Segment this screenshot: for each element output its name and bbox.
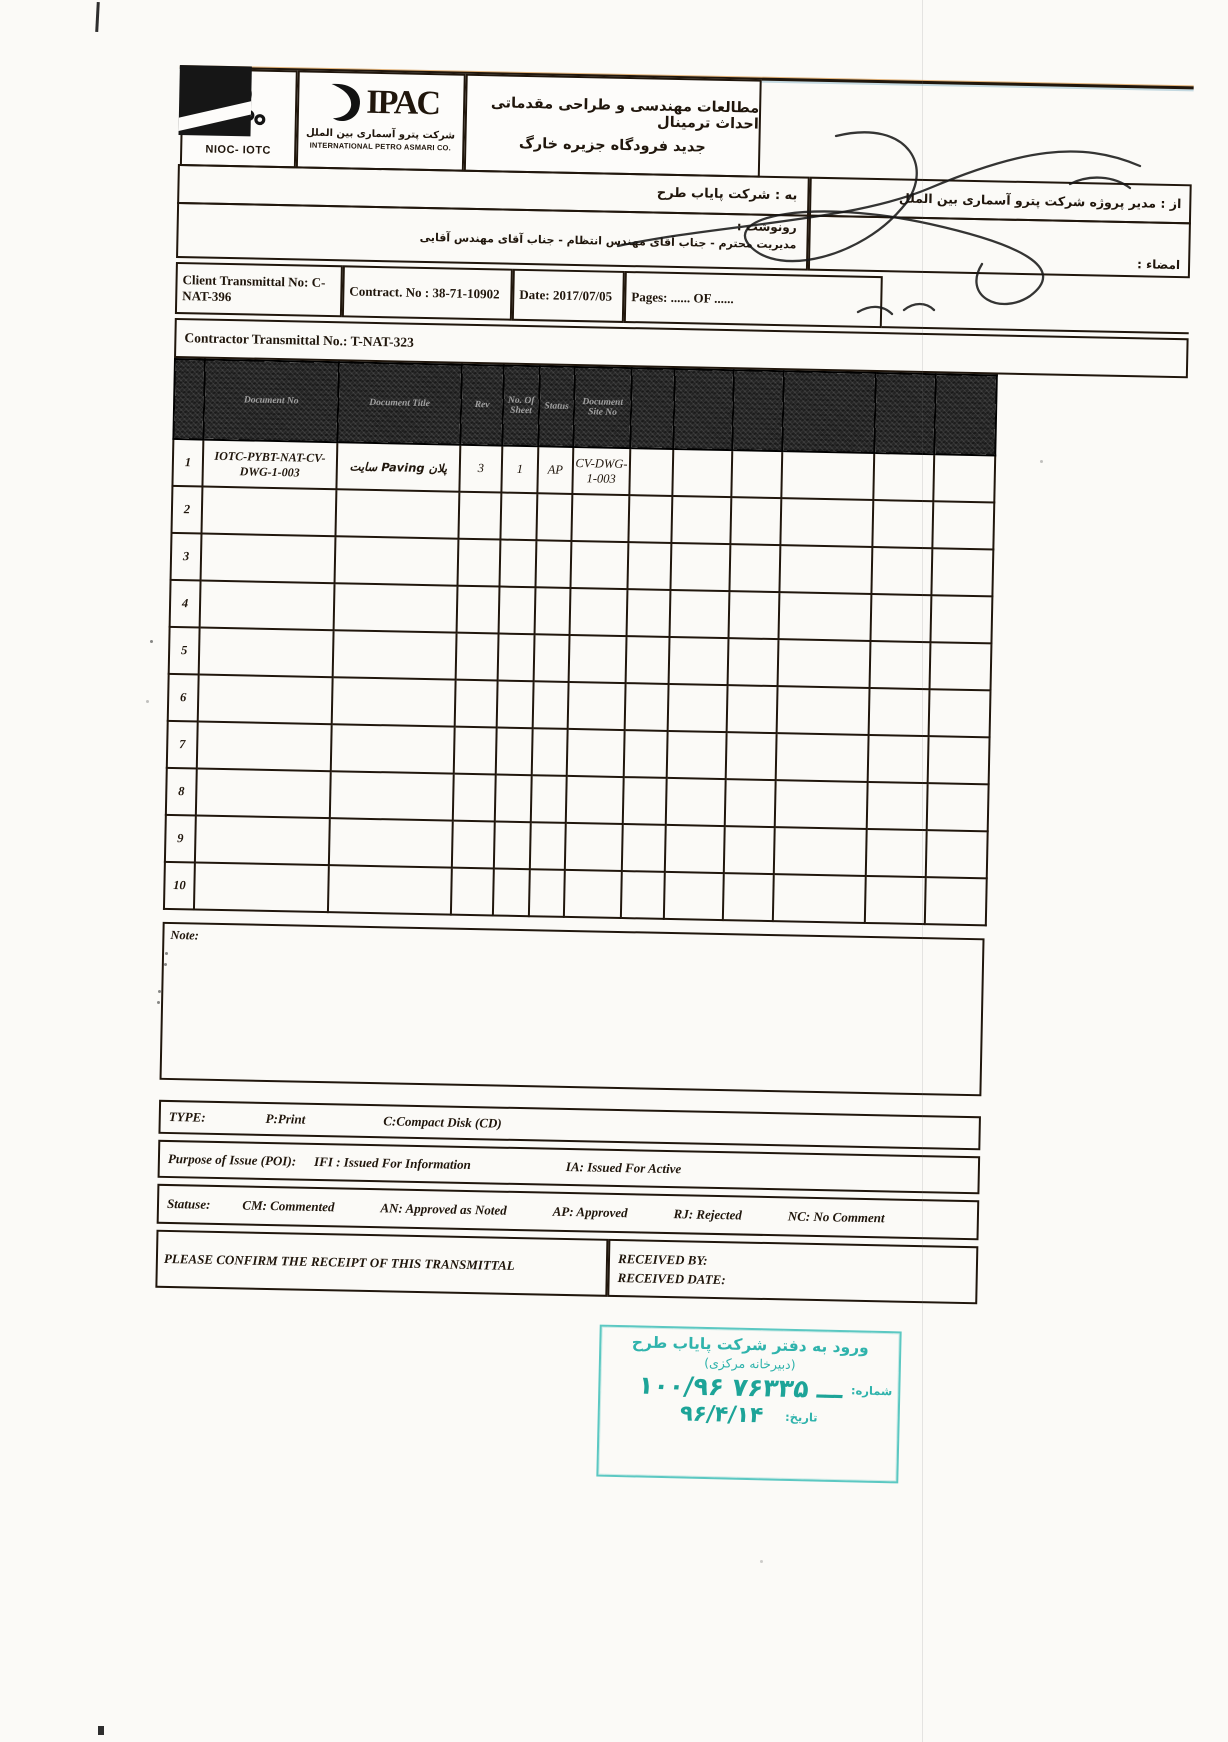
poi-label: Purpose of Issue (POI): — [167, 1150, 297, 1169]
table-cell — [456, 633, 499, 681]
contract-no: Contract. No : 38-71-10902 — [342, 265, 513, 320]
table-cell — [731, 450, 782, 498]
table-cell — [781, 451, 874, 500]
table-cell — [672, 449, 732, 497]
scan-artifact — [98, 1726, 104, 1735]
table-cell — [926, 830, 988, 878]
column-header: No. Of Sheet — [502, 366, 540, 447]
signature-field: امضاء : — [808, 215, 1191, 279]
note-label: Note: — [170, 927, 200, 943]
table-cell — [496, 727, 533, 775]
table-cell — [929, 689, 991, 737]
scan-artifact — [1040, 460, 1043, 463]
table-cell: IOTC-PYBT-NAT-CV-DWG-1-003 — [202, 440, 337, 490]
from-field: از : مدیر پروژه شرکت پترو آسماری بین الملل — [809, 177, 1192, 225]
table-cell — [194, 862, 329, 912]
table-cell — [536, 493, 572, 541]
table-cell — [928, 736, 990, 784]
table-cell — [873, 453, 934, 501]
table-cell — [724, 826, 775, 874]
scan-artifact — [95, 2, 100, 32]
column-header — [782, 371, 876, 453]
column-header: Document No — [203, 360, 339, 443]
table-cell — [332, 677, 456, 726]
table-cell — [335, 489, 459, 538]
table-cell — [729, 591, 780, 639]
received-date-label: RECEIVED DATE: — [617, 1270, 726, 1288]
table-cell — [778, 639, 871, 688]
table-cell: 3 — [171, 533, 202, 581]
status-label: Statuse: — [166, 1195, 211, 1212]
stamp-number-value: ۱۰۰/۹۶ ـــ ۷۶۳۳۵ — [636, 1370, 845, 1405]
table-cell — [629, 448, 673, 496]
received-by-label: RECEIVED BY: — [617, 1250, 708, 1268]
table-cell — [328, 865, 452, 914]
table-cell — [335, 536, 459, 585]
table-cell — [458, 492, 501, 540]
pages-field: Pages: ...... OF ...... — [624, 271, 883, 328]
table-cell — [451, 868, 494, 916]
table-cell — [452, 821, 495, 869]
table-cell — [495, 774, 532, 822]
paper-fold-line — [922, 0, 923, 1742]
empty-cell — [882, 276, 1190, 334]
table-cell — [624, 730, 668, 778]
stamp-number-label: شماره: — [850, 1382, 893, 1398]
table-cell — [628, 495, 672, 543]
table-cell — [774, 827, 867, 876]
table-cell — [872, 500, 933, 548]
legend-item: NC: No Comment — [787, 1208, 885, 1226]
table-cell — [533, 681, 569, 729]
table-cell — [665, 825, 725, 873]
table-cell — [202, 487, 337, 537]
table-cell: AP — [537, 446, 573, 494]
table-cell — [667, 731, 727, 779]
table-cell — [723, 873, 774, 921]
table-cell — [198, 674, 333, 724]
table-cell — [499, 540, 536, 588]
table-cell: 1 — [501, 446, 538, 494]
table-cell — [334, 583, 458, 632]
table-cell: 5 — [169, 627, 200, 675]
table-cell — [500, 493, 537, 541]
table-cell — [664, 872, 724, 920]
column-header: Document Title — [337, 362, 462, 444]
table-cell — [196, 768, 331, 818]
contractor-transmittal-no: Contractor Transmittal No.: T-NAT-323 — [174, 318, 1189, 378]
table-cell — [532, 728, 568, 776]
legend-item: AN: Approved as Noted — [380, 1200, 507, 1218]
table-cell — [869, 688, 930, 736]
table-cell — [199, 628, 334, 678]
table-cell — [779, 545, 872, 594]
table-cell — [565, 823, 623, 871]
project-title — [464, 74, 762, 178]
table-cell — [454, 727, 497, 775]
table-cell — [530, 822, 566, 870]
project-title-line1: مطالعات مهندسی و طراحی مقدماتی احداث ترمینال — [490, 95, 760, 133]
table-cell: 8 — [166, 768, 197, 816]
table-cell — [621, 871, 665, 919]
table-cell — [780, 498, 873, 547]
table-cell — [499, 587, 536, 635]
stamp-title: ورود به دفتر شرکت پایاب طرح — [631, 1333, 870, 1357]
table-cell — [925, 877, 987, 925]
column-header: Document Site No — [573, 367, 632, 448]
table-cell — [871, 547, 932, 595]
receipt-row — [155, 1230, 1170, 1308]
legend-item: CM: Commented — [242, 1197, 335, 1215]
table-cell — [200, 581, 335, 631]
table-cell — [627, 589, 671, 637]
table-cell: 9 — [165, 815, 196, 863]
table-cell — [197, 721, 332, 771]
table-cell — [930, 595, 992, 643]
table-cell — [930, 642, 992, 690]
table-cell — [726, 732, 777, 780]
legend-item: P:Print — [265, 1110, 306, 1127]
table-cell — [778, 592, 871, 641]
nioc-label: NIOC- IOTC — [205, 143, 272, 157]
table-cell — [330, 771, 454, 820]
table-cell — [867, 782, 928, 830]
table-cell — [333, 630, 457, 679]
table-cell: 3 — [459, 445, 502, 493]
table-cell — [453, 774, 496, 822]
table-cell — [564, 870, 622, 918]
table-cell — [497, 680, 534, 728]
column-header — [673, 369, 734, 450]
cc-field — [176, 202, 809, 271]
table-cell — [457, 586, 500, 634]
column-header — [173, 359, 205, 440]
stamp-subtitle: (دبیرخانه مرکزی) — [704, 1354, 796, 1373]
confirm-message: PLEASE CONFIRM THE RECEIPT OF THIS TRANSMITTAL — [155, 1230, 608, 1297]
table-cell — [569, 635, 627, 683]
table-cell — [531, 775, 567, 823]
table-cell — [671, 496, 731, 544]
column-header — [732, 370, 784, 451]
table-cell — [868, 735, 929, 783]
table-cell — [669, 637, 729, 685]
table-cell — [931, 548, 993, 596]
table-cell — [568, 682, 626, 730]
table-cell — [777, 686, 870, 735]
table-cell — [329, 818, 453, 867]
table-cell — [201, 534, 336, 584]
table-cell — [534, 634, 570, 682]
scan-artifact — [150, 640, 153, 643]
table-cell — [455, 680, 498, 728]
table-cell — [195, 815, 330, 865]
scan-artifact — [158, 990, 161, 993]
scan-artifact — [157, 1001, 160, 1004]
table-cell — [927, 783, 989, 831]
ipac-wordmark: IPAC — [366, 83, 440, 123]
scan-artifact — [165, 952, 168, 955]
table-cell — [623, 777, 667, 825]
table-cell — [933, 454, 995, 502]
legend-item: RJ: Rejected — [673, 1206, 743, 1223]
table-cell — [773, 874, 866, 923]
table-cell — [570, 588, 628, 636]
table-cell — [776, 733, 869, 782]
cc-label: رونوشت : — [736, 219, 797, 235]
table-cell — [458, 539, 501, 587]
table-cell — [668, 684, 728, 732]
table-cell — [494, 821, 531, 869]
stamp-date-label: تاریخ: — [784, 1409, 818, 1425]
table-cell — [622, 824, 666, 872]
stamp-date-value: ۹۶/۴/۱۴ — [678, 1401, 765, 1429]
client-transmittal-no: Client Transmittal No: C-NAT-396 — [175, 262, 343, 317]
scan-artifact — [146, 700, 149, 703]
entry-stamp — [596, 1325, 901, 1484]
table-cell — [626, 636, 670, 684]
table-cell: 2 — [172, 486, 203, 534]
project-title-line2: جدید فرودگاه جزیره خارگ — [518, 135, 706, 156]
table-cell: 1 — [172, 439, 203, 487]
table-cell — [866, 829, 927, 877]
table-cell: 7 — [167, 721, 198, 769]
cc-value: مدیریت محترم - جناب آقای مهندس انتظام - جناب آقای مهندس آقایی — [419, 230, 797, 252]
table-cell — [493, 868, 530, 916]
table-cell — [670, 590, 730, 638]
table-cell — [932, 501, 994, 549]
table-cell — [570, 541, 628, 589]
table-cell — [627, 542, 671, 590]
table-cell — [727, 685, 778, 733]
table-cell: 4 — [170, 580, 201, 628]
table-cell — [535, 587, 571, 635]
table-cell — [670, 543, 730, 591]
ipac-logo — [296, 70, 466, 171]
table-cell: پلان Paving سایت — [336, 442, 460, 491]
ipac-drop-icon — [323, 80, 364, 125]
ipac-english-name: INTERNATIONAL PETRO ASMARI CO. — [309, 140, 452, 153]
transmittal-form — [155, 60, 1194, 1315]
column-header — [630, 368, 675, 449]
payabtarh-mark-icon — [178, 65, 251, 136]
table-cell — [728, 638, 779, 686]
table-cell — [775, 780, 868, 829]
note-box — [160, 922, 985, 1096]
table-cell — [730, 497, 781, 545]
column-header — [874, 373, 936, 454]
table-cell — [729, 544, 780, 592]
items-table — [163, 358, 998, 926]
table-cell — [566, 776, 624, 824]
scan-artifact — [164, 963, 167, 966]
date-field: Date: 2017/07/05 — [512, 269, 625, 323]
column-header — [934, 374, 997, 455]
legend-item: AP: Approved — [552, 1203, 628, 1221]
table-cell — [331, 724, 455, 773]
column-header: Rev — [460, 365, 504, 446]
table-cell — [865, 876, 926, 924]
table-cell — [567, 729, 625, 777]
table-cell — [666, 778, 726, 826]
table-cell — [535, 540, 571, 588]
table-cell: 6 — [168, 674, 199, 722]
legend-item: C:Compact Disk (CD) — [383, 1113, 502, 1131]
type-label: TYPE: — [168, 1108, 206, 1125]
to-field: به : شرکت پایاب طرح — [177, 164, 810, 217]
table-cell — [571, 494, 629, 542]
table-cell — [725, 779, 776, 827]
scan-artifact — [760, 1560, 763, 1563]
table-cell — [498, 634, 535, 682]
legend-item: IFI : Issued For Information — [313, 1153, 472, 1173]
table-cell — [529, 869, 565, 917]
table-cell: CV-DWG-1-003 — [572, 447, 630, 495]
legend-item: IA: Issued For Active — [565, 1158, 682, 1177]
column-header: Status — [538, 366, 575, 447]
table-cell: 10 — [164, 862, 195, 910]
ipac-persian-name: شرکت پترو آسماری بین الملل — [305, 127, 456, 142]
table-cell — [625, 683, 669, 731]
